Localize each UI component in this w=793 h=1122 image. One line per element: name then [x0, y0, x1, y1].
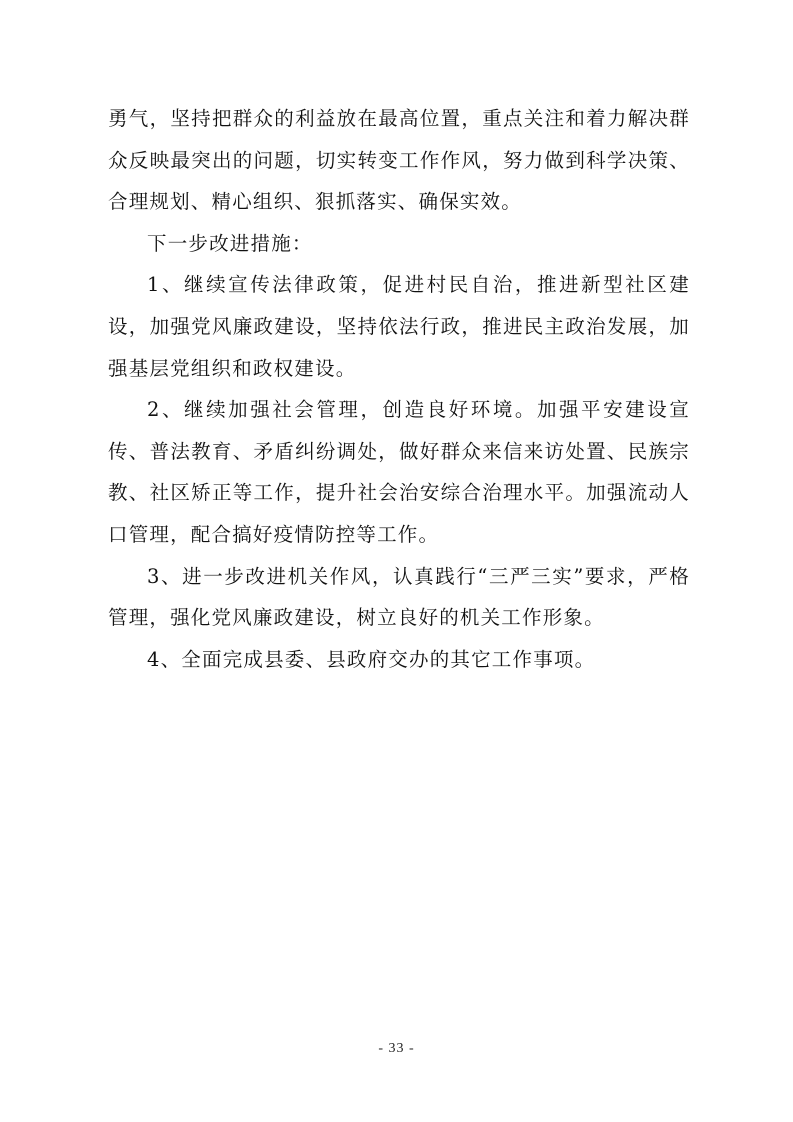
paragraph-item-1: 1、继续宣传法律政策，促进村民自治，推进新型社区建设，加强党风廉政建设，坚持依法行政，推进民主政治发展，加强基层党组织和政权建设。 [108, 273, 690, 380]
paragraph-item-3: 3、进一步改进机关作风，认真践行“三严三实”要求，严格管理，强化党风廉政建设，树立良好的机关工作形象。 [108, 564, 690, 630]
document-body [108, 98, 690, 680]
page-number: - 33 - [378, 1041, 415, 1056]
paragraph-item-4: 4、全面完成县委、县政府交办的其它工作事项。 [147, 647, 596, 671]
paragraph-next-steps-heading: 下一步改进措施： [147, 231, 313, 255]
paragraph-continuation: 勇气，坚持把群众的利益放在最高位置，重点关注和着力解决群众反映最突出的问题，切实转变工作作风，努力做到科学决策、合理规划、精心组织、狠抓落实、确保实效。 [108, 107, 690, 214]
paragraph-item-2: 2、继续加强社会管理，创造良好环境。加强平安建设宣传、普法教育、矛盾纠纷调处，做好群众来信来访处置、民族宗教、社区矫正等工作，提升社会治安综合治理水平。加强流动人口管理，配合搞好疫情防控等工作。 [108, 398, 690, 546]
